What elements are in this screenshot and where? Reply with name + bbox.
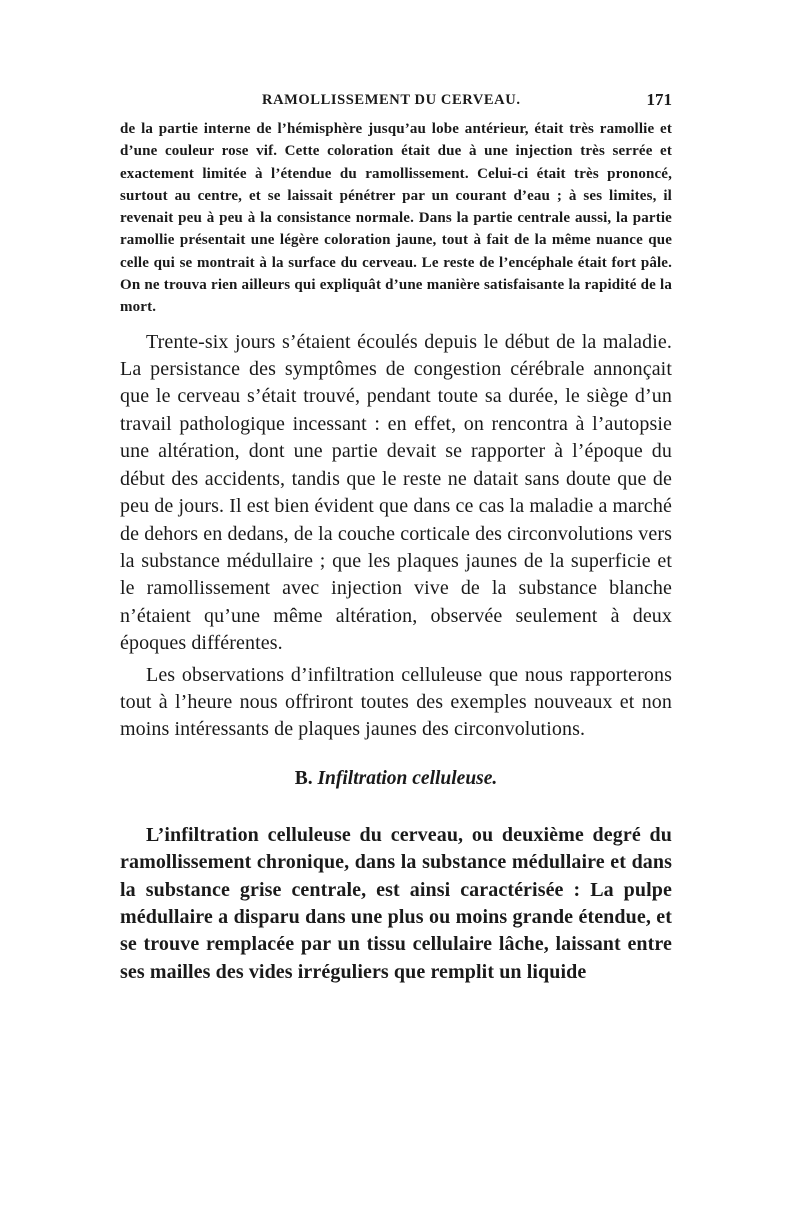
book-page [120, 92, 672, 986]
section-title: Infiltration celluleuse. [317, 767, 498, 789]
section-heading [120, 768, 672, 790]
paragraph-discussion: Trente-six jours s’étaient écoulés depuis le début de la maladie. La persistance des symptômes de congestion cérébrale annonçait que le cerveau s’était trouvé, pendant toute sa durée, le siège d’un travail pathologique incessant : en effet, on rencontra à l’autopsie une altération, dont une partie devait se rapporter à l’époque du début des accidents, tandis que le reste ne datait sans doute que de peu de jours. Il est bien évident que dans ce cas la maladie a marché de dehors en dedans, de la couche corticale des circonvolutions vers la substance médullaire ; que les plaques jaunes de la superficie et le ramollissement avec injection vive de la substance blanche n’étaient qu’une même altération, observée seulement à deux époques différentes. [120, 330, 672, 655]
section-letter: B. [294, 767, 313, 789]
page-header [120, 92, 672, 118]
paragraph-observations: Les observations d’infiltration celluleuse que nous rapporterons tout à l’heure nous offriront toutes des exemples nouveaux et non moins intéressants de plaques jaunes des circonvolutions. [120, 663, 672, 741]
paragraph-section-intro: L’infiltration celluleuse du cerveau, ou deuxième degré du ramollissement chronique, dans la substance médullaire et dans la substance grise centrale, est ainsi caractérisée : La pulpe médullaire a disparu dans une plus ou moins grande étendue, et se trouve remplacée par un tissu cellulaire lâche, laissant entre ses mailles des vides irréguliers que remplit un liquide [120, 823, 672, 983]
paragraph-continuation: de la partie interne de l’hémisphère jusqu’au lobe antérieur, était très ramollie et d’une couleur rose vif. Cette coloration était due à une injection très serrée et exactement limitée à l’étendue du ramollissement. Celui-ci était très prononcé, surtout au centre, et se laissait pénétrer par un courant d’eau ; à ses limites, il revenait peu à peu à la consistance normale. Dans la partie centrale aussi, la partie ramollie présentait une légère coloration jaune, tout à fait de la même nuance que celle qui se montrait à la surface du cerveau. Le reste de l’encéphale était fort pâle. On ne trouva rien ailleurs qui expliquât d’une manière satisfaisante la rapidité de la mort. [120, 121, 672, 316]
running-title: RAMOLLISSEMENT DU CERVEAU. [262, 92, 521, 108]
page-number: 171 [646, 90, 672, 109]
